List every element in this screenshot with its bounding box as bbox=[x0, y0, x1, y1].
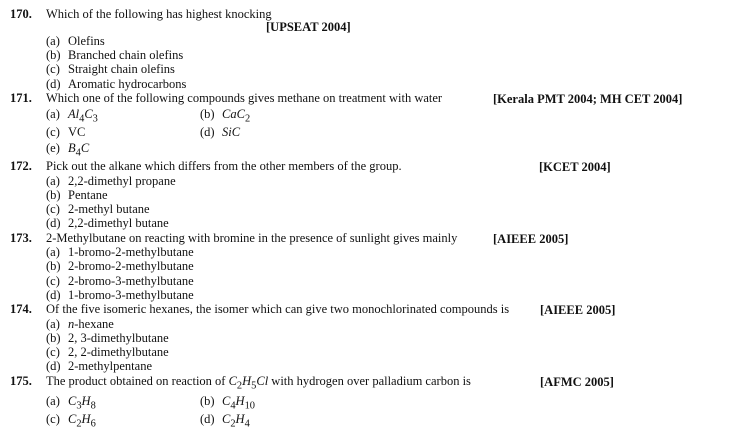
option-c: (c) Straight chain olefins bbox=[46, 62, 175, 76]
option-a: (a) n-hexane bbox=[46, 317, 114, 331]
question-source: [UPSEAT 2004] bbox=[266, 20, 351, 34]
question-text: Of the five isomeric hexanes, the isomer which can give two monochlorinated compounds is bbox=[46, 302, 510, 316]
option-d: (d) Aromatic hydrocarbons bbox=[46, 77, 187, 91]
option-a: (a) $C_3H_8$ bbox=[46, 394, 96, 412]
option-b: (b) CaC$_2$ bbox=[200, 107, 251, 125]
question-text: 2-Methylbutane on reacting with bromine in the presence of sunlight gives mainly bbox=[46, 231, 458, 245]
option-d: (d) $C_2H_4$ bbox=[200, 412, 250, 430]
option-d: (d) SiC bbox=[200, 125, 241, 139]
option-c: (c) 2, 2-dimethylbutane bbox=[46, 345, 169, 359]
option-d: (d) 2-methylpentane bbox=[46, 359, 152, 373]
question-number: 170. bbox=[10, 7, 32, 21]
question-number: 175. bbox=[10, 374, 32, 388]
question-source: [AFMC 2005] bbox=[540, 375, 614, 389]
question-number: 173. bbox=[10, 231, 32, 245]
question-source: [AIEEE 2005] bbox=[540, 303, 616, 317]
question-source: [KCET 2004] bbox=[539, 160, 611, 174]
question-text: Which one of the following compounds gives methane on treatment with water bbox=[46, 91, 443, 105]
option-a: (a) 2,2-dimethyl propane bbox=[46, 174, 176, 188]
option-c: (c) 2-bromo-3-methylbutane bbox=[46, 274, 194, 288]
question-number: 172. bbox=[10, 159, 32, 173]
option-c: (c) VC bbox=[46, 125, 86, 139]
option-d: (d) 1-bromo-3-methylbutane bbox=[46, 288, 194, 302]
question-text: Which of the following has highest knocking bbox=[46, 7, 272, 21]
question-number: 171. bbox=[10, 91, 32, 105]
question-text: Pick out the alkane which differs from the other members of the group. bbox=[46, 159, 402, 173]
option-b: (b) $C_4H_{10}$ bbox=[200, 394, 255, 412]
option-d: (d) 2,2-dimethyl butane bbox=[46, 216, 169, 230]
option-c: (c) 2-methyl butane bbox=[46, 202, 150, 216]
option-b: (b) Branched chain olefins bbox=[46, 48, 184, 62]
option-e: (e) $B_4C$ bbox=[46, 141, 90, 159]
option-a: (a) $Al_4C_3$ bbox=[46, 107, 98, 125]
question-text: The product obtained on reaction of $C_2H_5Cl$ with hydrogen over palladium carbon is bbox=[46, 374, 471, 392]
option-b: (b) 2, 3-dimethylbutane bbox=[46, 331, 169, 345]
question-source: [AIEEE 2005] bbox=[493, 232, 569, 246]
option-c: (c) $C_2H_6$ bbox=[46, 412, 96, 430]
option-b: (b) Pentane bbox=[46, 188, 108, 202]
option-a: (a) Olefins bbox=[46, 34, 105, 48]
question-source: [Kerala PMT 2004; MH CET 2004] bbox=[493, 92, 683, 106]
option-b: (b) 2-bromo-2-methylbutane bbox=[46, 259, 194, 273]
question-number: 174. bbox=[10, 302, 32, 316]
option-a: (a) 1-bromo-2-methylbutane bbox=[46, 245, 194, 259]
